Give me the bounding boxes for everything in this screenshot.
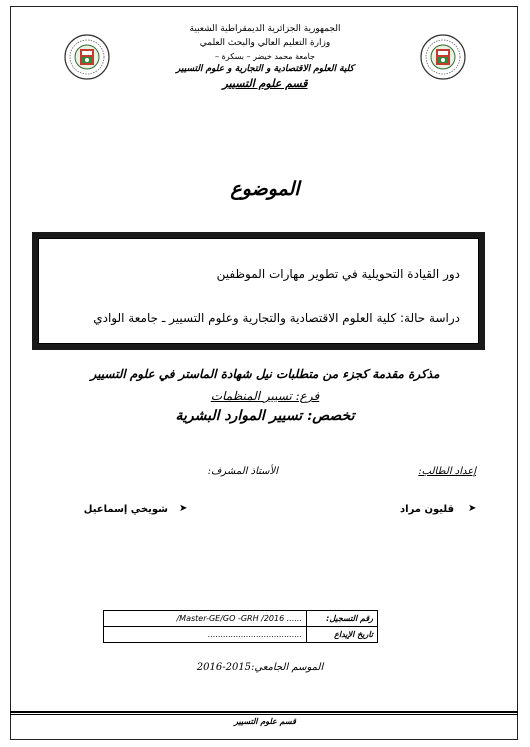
footer-department: قسم علوم التسيير bbox=[234, 716, 296, 726]
case-study: دراسة حالة: كلية العلوم الاقتصادية والتجارية وعلوم التسيير ـ جامعة الوادي bbox=[93, 311, 460, 325]
header-faculty: كلية العلوم الاقتصادية و التجارية و علوم التسيير bbox=[176, 64, 354, 74]
academic-season: الموسم الجامعي:2015-2016 bbox=[196, 662, 324, 673]
footer-rule bbox=[10, 711, 518, 713]
memo-line: مذكرة مقدمة كجزء من متطلبات نيل شهادة الماستر في علوم التسيير bbox=[90, 367, 440, 381]
header-republic: الجمهورية الجزائرية الديمقراطية الشعبية bbox=[189, 24, 341, 34]
university-seal-icon-right bbox=[419, 33, 467, 81]
deposit-date: ..................................... bbox=[104, 627, 307, 643]
university-seal-icon bbox=[63, 33, 111, 81]
bullet-arrow-icon: ➤ bbox=[468, 503, 477, 514]
registration-number: /Master-GE/GO -GRH /2016 ...... bbox=[104, 611, 307, 627]
student-label: إعداد الطالب: bbox=[418, 466, 476, 477]
deposit-date-label: تاريخ الإيداع bbox=[307, 627, 378, 643]
supervisor-label: الأستاذ المشرف: bbox=[207, 466, 278, 477]
registration-table bbox=[103, 610, 378, 643]
specialty-line: تخصص: تسيير الموارد البشرية bbox=[175, 408, 355, 424]
header-university: جامعة محمد خيضر – بسكرة – bbox=[215, 52, 315, 61]
bullet-arrow-icon-2: ➤ bbox=[179, 503, 188, 514]
footer-rule-thin bbox=[10, 714, 518, 715]
registration-label: رقم التسجيل: bbox=[307, 611, 378, 627]
branch-line: فرع: تسيير المنظمات bbox=[210, 389, 320, 403]
subject-heading: الموضوع bbox=[230, 178, 300, 200]
header-department: قسم علوم التسيير bbox=[222, 77, 308, 90]
title-box bbox=[32, 232, 485, 350]
header-ministry: وزارة التعليم العالي والبحث العلمي bbox=[199, 38, 331, 48]
thesis-title: دور القيادة التحويلية في تطوير مهارات الموظفين bbox=[216, 267, 460, 281]
supervisor-name: شويخي إسماعيل bbox=[83, 504, 168, 515]
student-name: قليون مراد bbox=[400, 504, 454, 515]
